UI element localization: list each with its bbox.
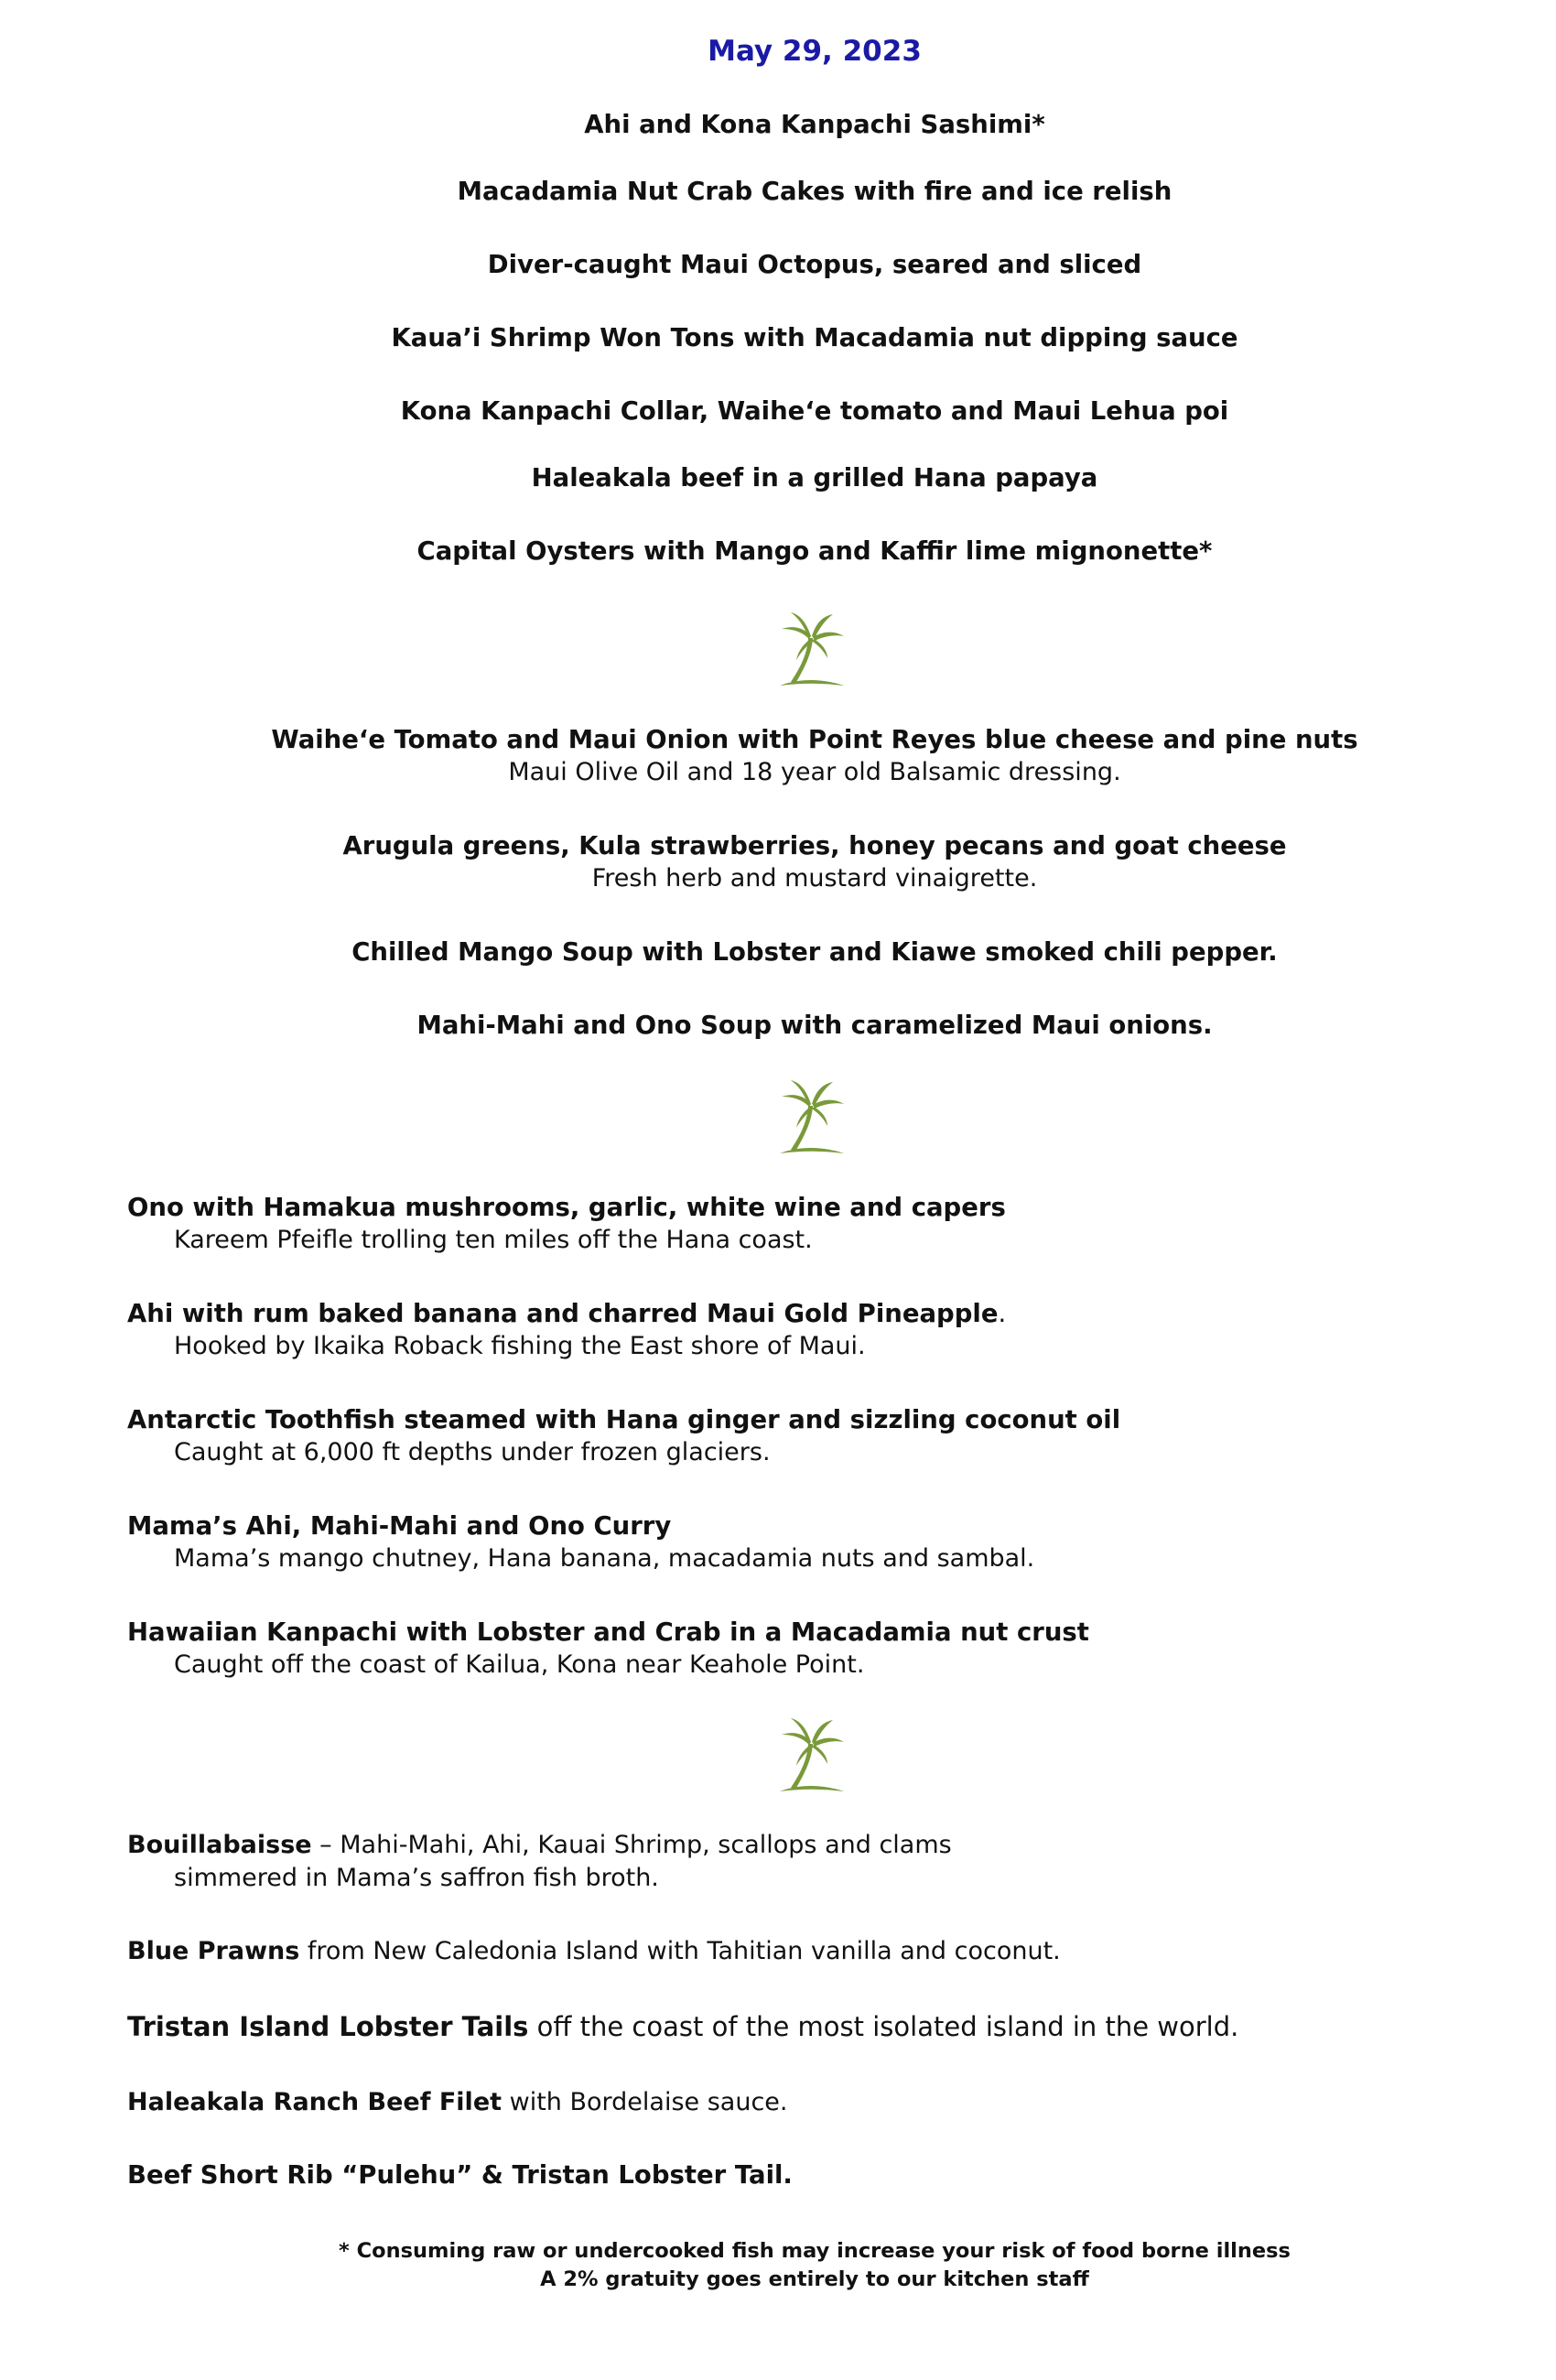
specialty-item <box>127 2086 1500 2119</box>
salad-title: Arugula greens, Kula strawberries, honey pecans and goat cheese <box>342 831 1287 860</box>
salad-item <box>0 829 1556 895</box>
entree-description: Caught off the coast of Kailua, Kona near Keahole Point. <box>174 1650 865 1679</box>
appetizer-item: Diver-caught Maui Octopus, seared and sliced <box>487 250 1142 279</box>
specialty-title: Haleakala Ranch Beef Filet <box>127 2088 502 2116</box>
specialty-detail: – Mahi-Mahi, Ahi, Kauai Shrimp, scallops and clams <box>311 1831 952 1859</box>
soup-title: Mahi-Mahi and Ono Soup with caramelized Maui onions. <box>416 1011 1213 1040</box>
specialty-line <box>127 1935 1500 1968</box>
specialty-line <box>127 1829 1500 1862</box>
palm-tree-icon <box>771 1076 853 1159</box>
footnote <box>0 2237 1556 2294</box>
specialty-title: Beef Short Rib “Pulehu” & Tristan Lobster Tail. <box>127 2160 793 2190</box>
specialty-item <box>127 2158 1500 2191</box>
entree-description: Caught at 6,000 ft depths under frozen glaciers. <box>174 1438 771 1466</box>
salad-title: Waihe‘e Tomato and Maui Onion with Point Reyes blue cheese and pine nuts <box>271 725 1358 754</box>
entree-title: Mama’s Ahi, Mahi-Mahi and Ono Curry <box>127 1511 672 1541</box>
salad-item <box>0 723 1556 789</box>
soup-title: Chilled Mango Soup with Lobster and Kiawe smoked chili pepper. <box>351 937 1278 967</box>
entree-title: Antarctic Toothfish steamed with Hana ginger and sizzling coconut oil <box>127 1405 1121 1434</box>
specialty-detail: from New Caledonia Island with Tahitian vanilla and coconut. <box>299 1937 1061 1965</box>
appetizer-item: Macadamia Nut Crab Cakes with fire and ice relish <box>457 177 1172 206</box>
entree-item <box>127 1191 1500 1257</box>
appetizer-item: Kaua’i Shrimp Won Tons with Macadamia nut dipping sauce <box>391 323 1238 352</box>
appetizer-item: Kona Kanpachi Collar, Waihe‘e tomato and Maui Lehua poi <box>400 396 1229 426</box>
entree-title <box>127 1297 1500 1330</box>
appetizer-item: Haleakala beef in a grilled Hana papaya <box>531 463 1098 492</box>
salad-description: Maui Olive Oil and 18 year old Balsamic dressing. <box>508 758 1121 786</box>
entree-description: Hooked by Ikaika Roback fishing the East shore of Maui. <box>174 1332 866 1360</box>
specialty-line <box>127 2086 1500 2119</box>
appetizer-item: Capital Oysters with Mango and Kaffir lime mignonette* <box>416 536 1213 566</box>
salad-description: Fresh herb and mustard vinaigrette. <box>591 864 1038 892</box>
specialty-item <box>127 1935 1500 1968</box>
specialty-title: Bouillabaisse <box>127 1831 312 1859</box>
specialty-detail: off the coast of the most isolated island in the world. <box>528 2011 1239 2042</box>
entree-title: Hawaiian Kanpachi with Lobster and Crab in a Macadamia nut crust <box>127 1617 1089 1647</box>
entree-description: Mama’s mango chutney, Hana banana, macadamia nuts and sambal. <box>174 1544 1035 1573</box>
specialty-title: Blue Prawns <box>127 1937 300 1965</box>
palm-tree-icon <box>771 1715 853 1797</box>
palm-tree-icon <box>771 609 853 691</box>
soup-item <box>0 1009 1556 1042</box>
specialty-item <box>127 2010 1500 2043</box>
specialty-title: Tristan Island Lobster Tails <box>127 2011 529 2042</box>
menu-date: May 29, 2023 <box>708 35 922 68</box>
specialty-item <box>127 1829 1500 1895</box>
entree-item <box>127 1616 1500 1682</box>
entree-item <box>127 1509 1500 1575</box>
specialty-description: simmered in Mama’s saffron fish broth. <box>174 1864 659 1892</box>
soup-item <box>0 936 1556 968</box>
appetizer-item: Ahi and Kona Kanpachi Sashimi* <box>584 110 1045 139</box>
gratuity-note: A 2% gratuity goes entirely to our kitchen staff <box>540 2267 1089 2291</box>
entree-description: Kareem Pfeifle trolling ten miles off the Hana coast. <box>174 1226 813 1254</box>
specialty-detail: with Bordelaise sauce. <box>502 2088 788 2116</box>
entree-item <box>127 1403 1500 1469</box>
raw-fish-warning: * Consuming raw or undercooked fish may increase your risk of food borne illness <box>339 2239 1291 2263</box>
entree-title: Ono with Hamakua mushrooms, garlic, white wine and capers <box>127 1193 1006 1222</box>
entree-title-text: Ahi with rum baked banana and charred Maui Gold Pineapple <box>127 1299 999 1328</box>
specialty-line <box>127 2010 1500 2043</box>
entree-item <box>127 1297 1500 1363</box>
entree-title-period: . <box>998 1299 1007 1328</box>
